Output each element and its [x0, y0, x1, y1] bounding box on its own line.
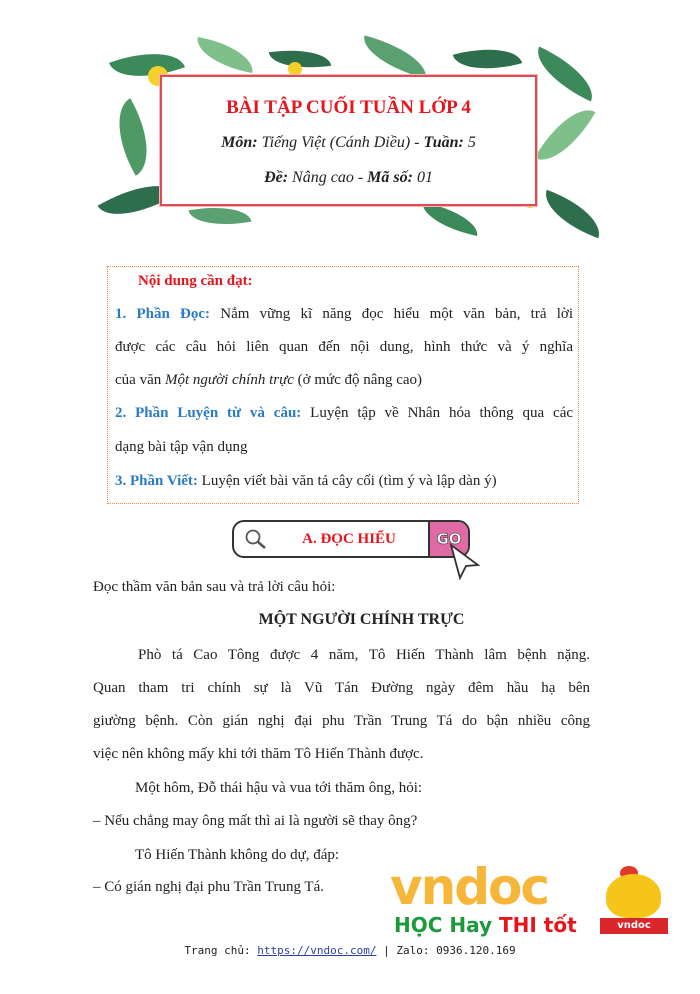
vndoc-slogan [394, 913, 577, 937]
goal-text: Luyện viết bài văn tả cây cối (tìm ý và lập dàn ý) [201, 473, 497, 489]
goal-text-prefix: của văn [115, 372, 165, 388]
reading-line: Phò tá Cao Tông được 4 năm, Tô Hiến Thành lâm bệnh nặng. [138, 647, 590, 663]
goal-text [115, 370, 422, 390]
goal-text: Nắm vững kĩ năng đọc hiểu một văn bản, trả lời [220, 306, 573, 322]
subject-line [162, 134, 535, 152]
reading-title: MỘT NGƯỜI CHÍNH TRỰC [258, 611, 465, 628]
code-value: 01 [412, 169, 433, 186]
reading-line: – Nếu chẳng may ông mất thì ai là người sẽ thay ông? [93, 813, 418, 829]
goal-text: được các câu hỏi liên quan đến nội dung, hình thức và ý nghĩa [115, 339, 573, 355]
goal-label: 3. Phần Viết: [115, 473, 198, 489]
zalo-contact: Zalo: 0936.120.169 [396, 944, 516, 957]
reading-instruction: Đọc thầm văn bản sau và trả lời câu hỏi: [93, 579, 336, 595]
week-label: Tuần: [423, 134, 464, 151]
go-button: GO [428, 522, 468, 556]
code-label: Mã số: [367, 169, 413, 186]
home-link[interactable]: https://vndoc.com/ [257, 944, 377, 957]
reading-line: Một hôm, Đỗ thái hậu và vua tới thăm ông, hỏi: [135, 780, 423, 796]
goal-text-suffix: (ở mức độ nâng cao) [293, 372, 423, 388]
cursor-arrow-icon [448, 543, 482, 581]
footer-separator: | [376, 944, 397, 957]
subject-value: Tiếng Việt (Cánh Diều) - [261, 134, 424, 151]
worksheet-title: BÀI TẬP CUỐI TUẦN LỚP 4 [226, 97, 471, 118]
level-value: Nâng cao - [288, 169, 368, 186]
goal-vocab [115, 403, 573, 423]
goal-reading [115, 304, 573, 324]
section-title: A. ĐỌC HIỂU [302, 531, 396, 547]
mascot-icon [606, 874, 661, 918]
level-label: Đề: [264, 169, 289, 186]
goal-label: 1. Phần Đọc: [115, 306, 211, 322]
learning-goals-box [107, 266, 579, 504]
mascot-badge: vndoc [600, 918, 668, 934]
subject-label: Môn: [221, 134, 258, 151]
reading-line: giường bệnh. Còn gián nghị đại phu Trần Trung Tá do bận nhiều công [93, 713, 590, 729]
goal-text: dạng bài tập vận dụng [115, 439, 248, 455]
text-title-italic: Một người chính trực [164, 372, 294, 388]
slogan-red: THI tốt [499, 913, 577, 937]
search-icon [244, 528, 268, 550]
home-label: Trang chủ: [184, 944, 258, 957]
page-footer [0, 944, 700, 957]
slogan-green: HỌC Hay [394, 913, 493, 937]
goals-heading: Nội dung cần đạt: [138, 273, 253, 289]
goal-text: Luyện tập về Nhân hóa thông qua các [310, 405, 574, 421]
reading-line: – Có gián nghị đại phu Trần Trung Tá. [93, 879, 324, 895]
level-line [162, 169, 535, 187]
title-frame [160, 75, 537, 206]
week-value: 5 [463, 134, 476, 151]
reading-line: việc nên không mấy khi tới thăm Tô Hiến Thành được. [93, 746, 424, 762]
section-search-bar [232, 520, 470, 558]
flower-icon [288, 62, 302, 76]
goal-label: 2. Phần Luyện từ và câu: [115, 405, 302, 421]
reading-line: Tô Hiến Thành không do dự, đáp: [135, 847, 340, 863]
vndoc-logo: vndoc [390, 858, 548, 916]
goal-writing [115, 471, 497, 491]
reading-line: Quan tham tri chính sự là Vũ Tán Đường ngày đêm hầu hạ bên [93, 680, 590, 696]
